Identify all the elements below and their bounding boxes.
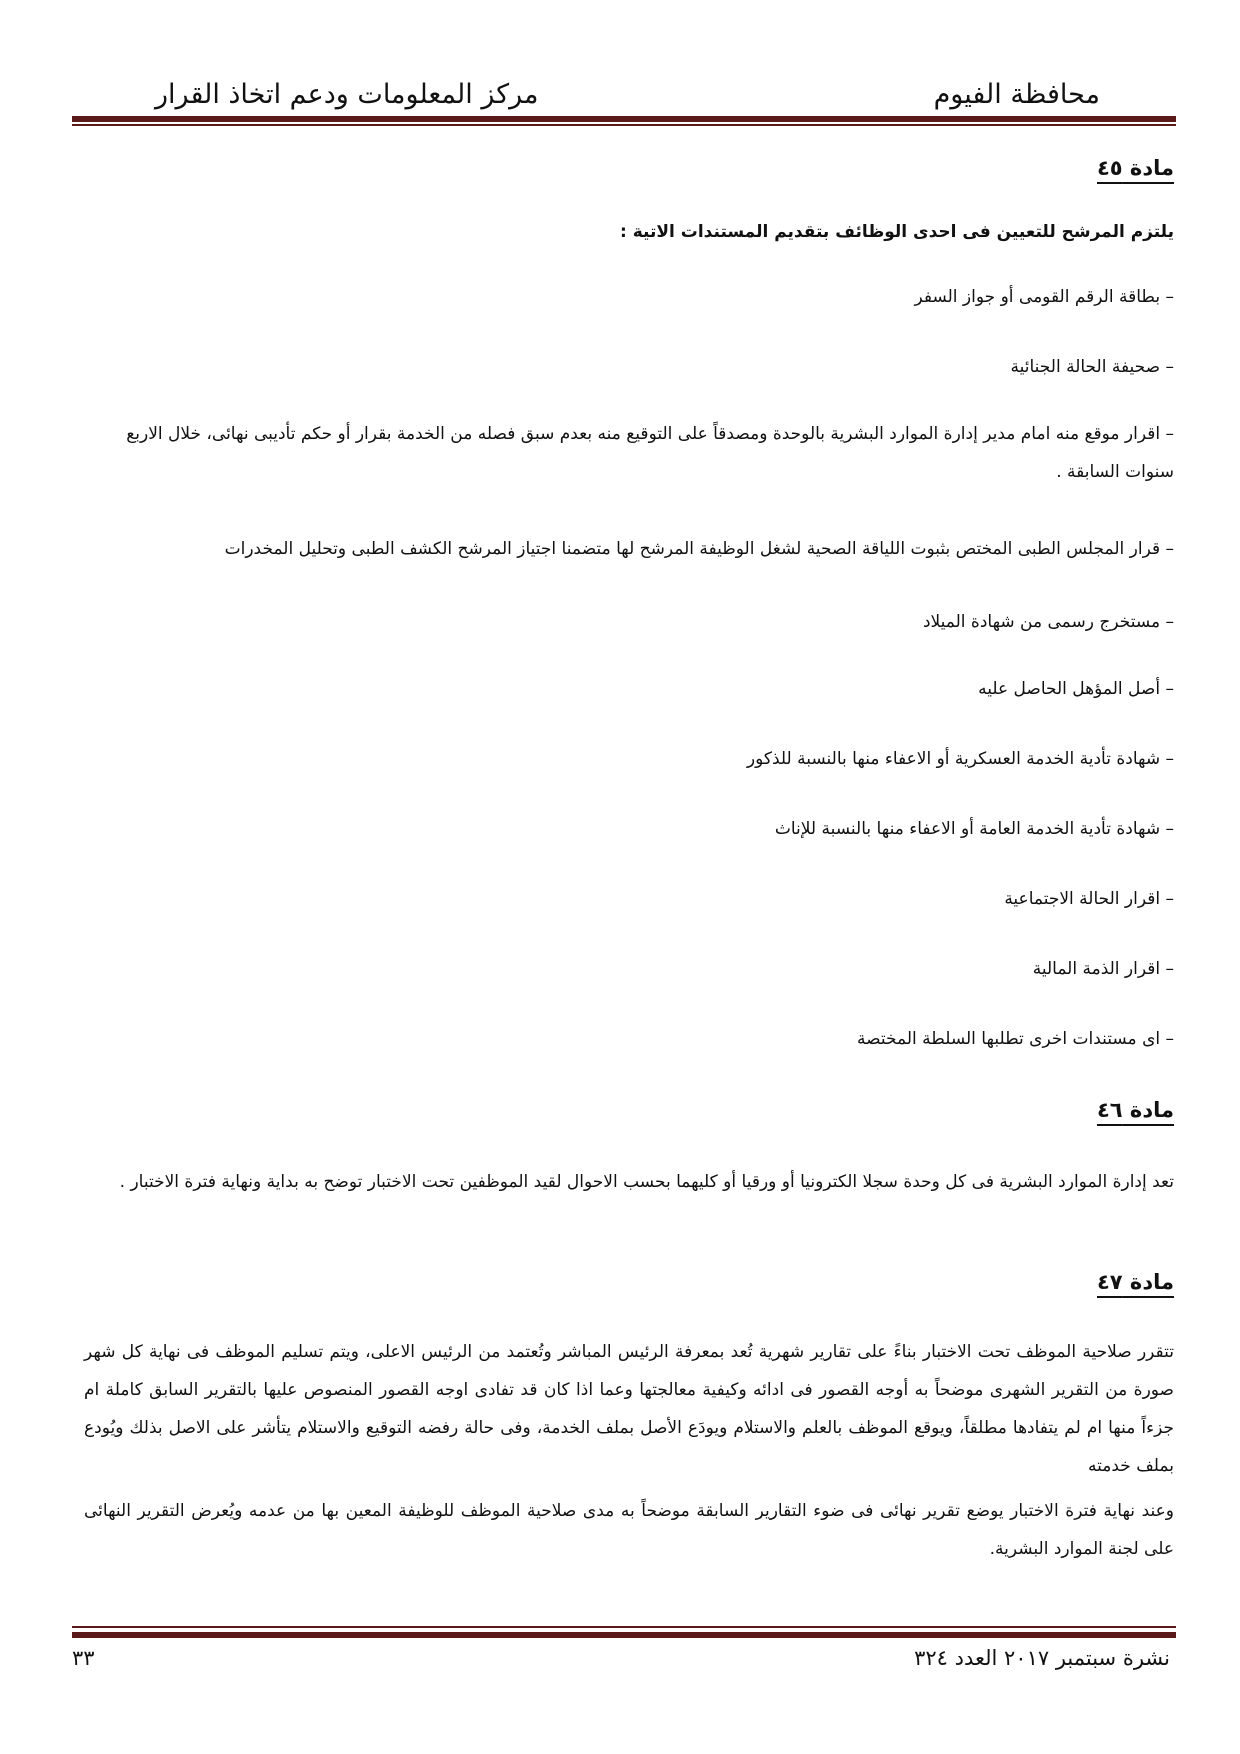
list-item: – بطاقة الرقم القومى أو جواز السفر xyxy=(914,287,1174,307)
article-45-intro: يلتزم المرشح للتعيين فى احدى الوظائف بتقديم المستندات الاتية : xyxy=(620,222,1174,242)
header-rule-thick xyxy=(72,116,1176,122)
footer-rule-thin xyxy=(72,1626,1176,1628)
list-item: – شهادة تأدية الخدمة العامة أو الاعفاء منها بالنسبة للإناث xyxy=(774,819,1174,839)
list-item: – مستخرج رسمى من شهادة الميلاد xyxy=(922,612,1174,632)
article-47-title: مادة ٤٧ xyxy=(1096,1270,1174,1294)
list-item: – أصل المؤهل الحاصل عليه xyxy=(978,679,1174,699)
article-47-paragraph-1: تتقرر صلاحية الموظف تحت الاختبار بناءً على تقارير شهرية تُعد بمعرفة الرئيس المباشر وتُعتمد من الرئيس الاعلى، ويتم تسليم الموظف فى نهاية كل شهر صورة من التقرير الشهرى موضحاً به أوجه القصور فى ادائه وكيفية معالجتها وعما اذا كان قد تفادى اوجه القصور المنصوص عليها بالتقرير السابق كاملة ام جزءاً منها ام لم يتفادها مطلقاً، ويوقع الموظف بالعلم والاستلام ويودَع الأصل بملف الخدمة، وفى حالة رفضه التوقيع والاستلام يتأشر على الاصل بذلك ويُودع بملف خدمته xyxy=(84,1342,1174,1476)
article-46-text: تعد إدارة الموارد البشرية فى كل وحدة سجلا الكترونيا أو ورقيا أو كليهما بحسب الاحوال لقيد الموظفين تحت الاختبار توضح به بداية ونهاية فترة الاختبار . xyxy=(119,1172,1174,1192)
list-item: – اقرار موقع منه امام مدير إدارة الموارد البشرية بالوحدة ومصدقاً على التوقيع منه بعدم سبق فصله من الخدمة بقرار أو حكم تأديبى نهائى، خلال الاربع سنوات السابقة . xyxy=(126,424,1174,482)
list-item: – صحيفة الحالة الجنائية xyxy=(1010,357,1174,377)
header-rule-thin xyxy=(72,124,1176,126)
article-45-title: مادة ٤٥ xyxy=(1096,156,1174,180)
footer-rule-thick xyxy=(72,1632,1176,1638)
footer-issue: نشرة سبتمبر ٢٠١٧ العدد ٣٢٤ xyxy=(914,1646,1170,1670)
list-item: – اقرار الذمة المالية xyxy=(1032,959,1174,979)
article-47-paragraph-2: وعند نهاية فترة الاختبار يوضع تقرير نهائى فى ضوء التقارير السابقة موضحاً به مدى صلاحية الموظف للوظيفة المعين بها من عدمه ويُعرض التقرير النهائى على لجنة الموارد البشرية. xyxy=(84,1501,1174,1559)
list-item: – شهادة تأدية الخدمة العسكرية أو الاعفاء منها بالنسبة للذكور xyxy=(746,749,1174,769)
header-center-name: مركز المعلومات ودعم اتخاذ القرار xyxy=(155,79,539,110)
article-46-title: مادة ٤٦ xyxy=(1096,1098,1174,1122)
header-governorate: محافظة الفيوم xyxy=(933,79,1100,110)
page-number: ٣٣ xyxy=(72,1646,95,1670)
list-item: – اى مستندات اخرى تطلبها السلطة المختصة xyxy=(857,1029,1174,1049)
list-item: – اقرار الحالة الاجتماعية xyxy=(1004,889,1174,909)
list-item: – قرار المجلس الطبى المختص بثبوت اللياقة الصحية لشغل الوظيفة المرشح لها متضمنا اجتياز المرشح الكشف الطبى وتحليل المخدرات xyxy=(224,539,1174,559)
